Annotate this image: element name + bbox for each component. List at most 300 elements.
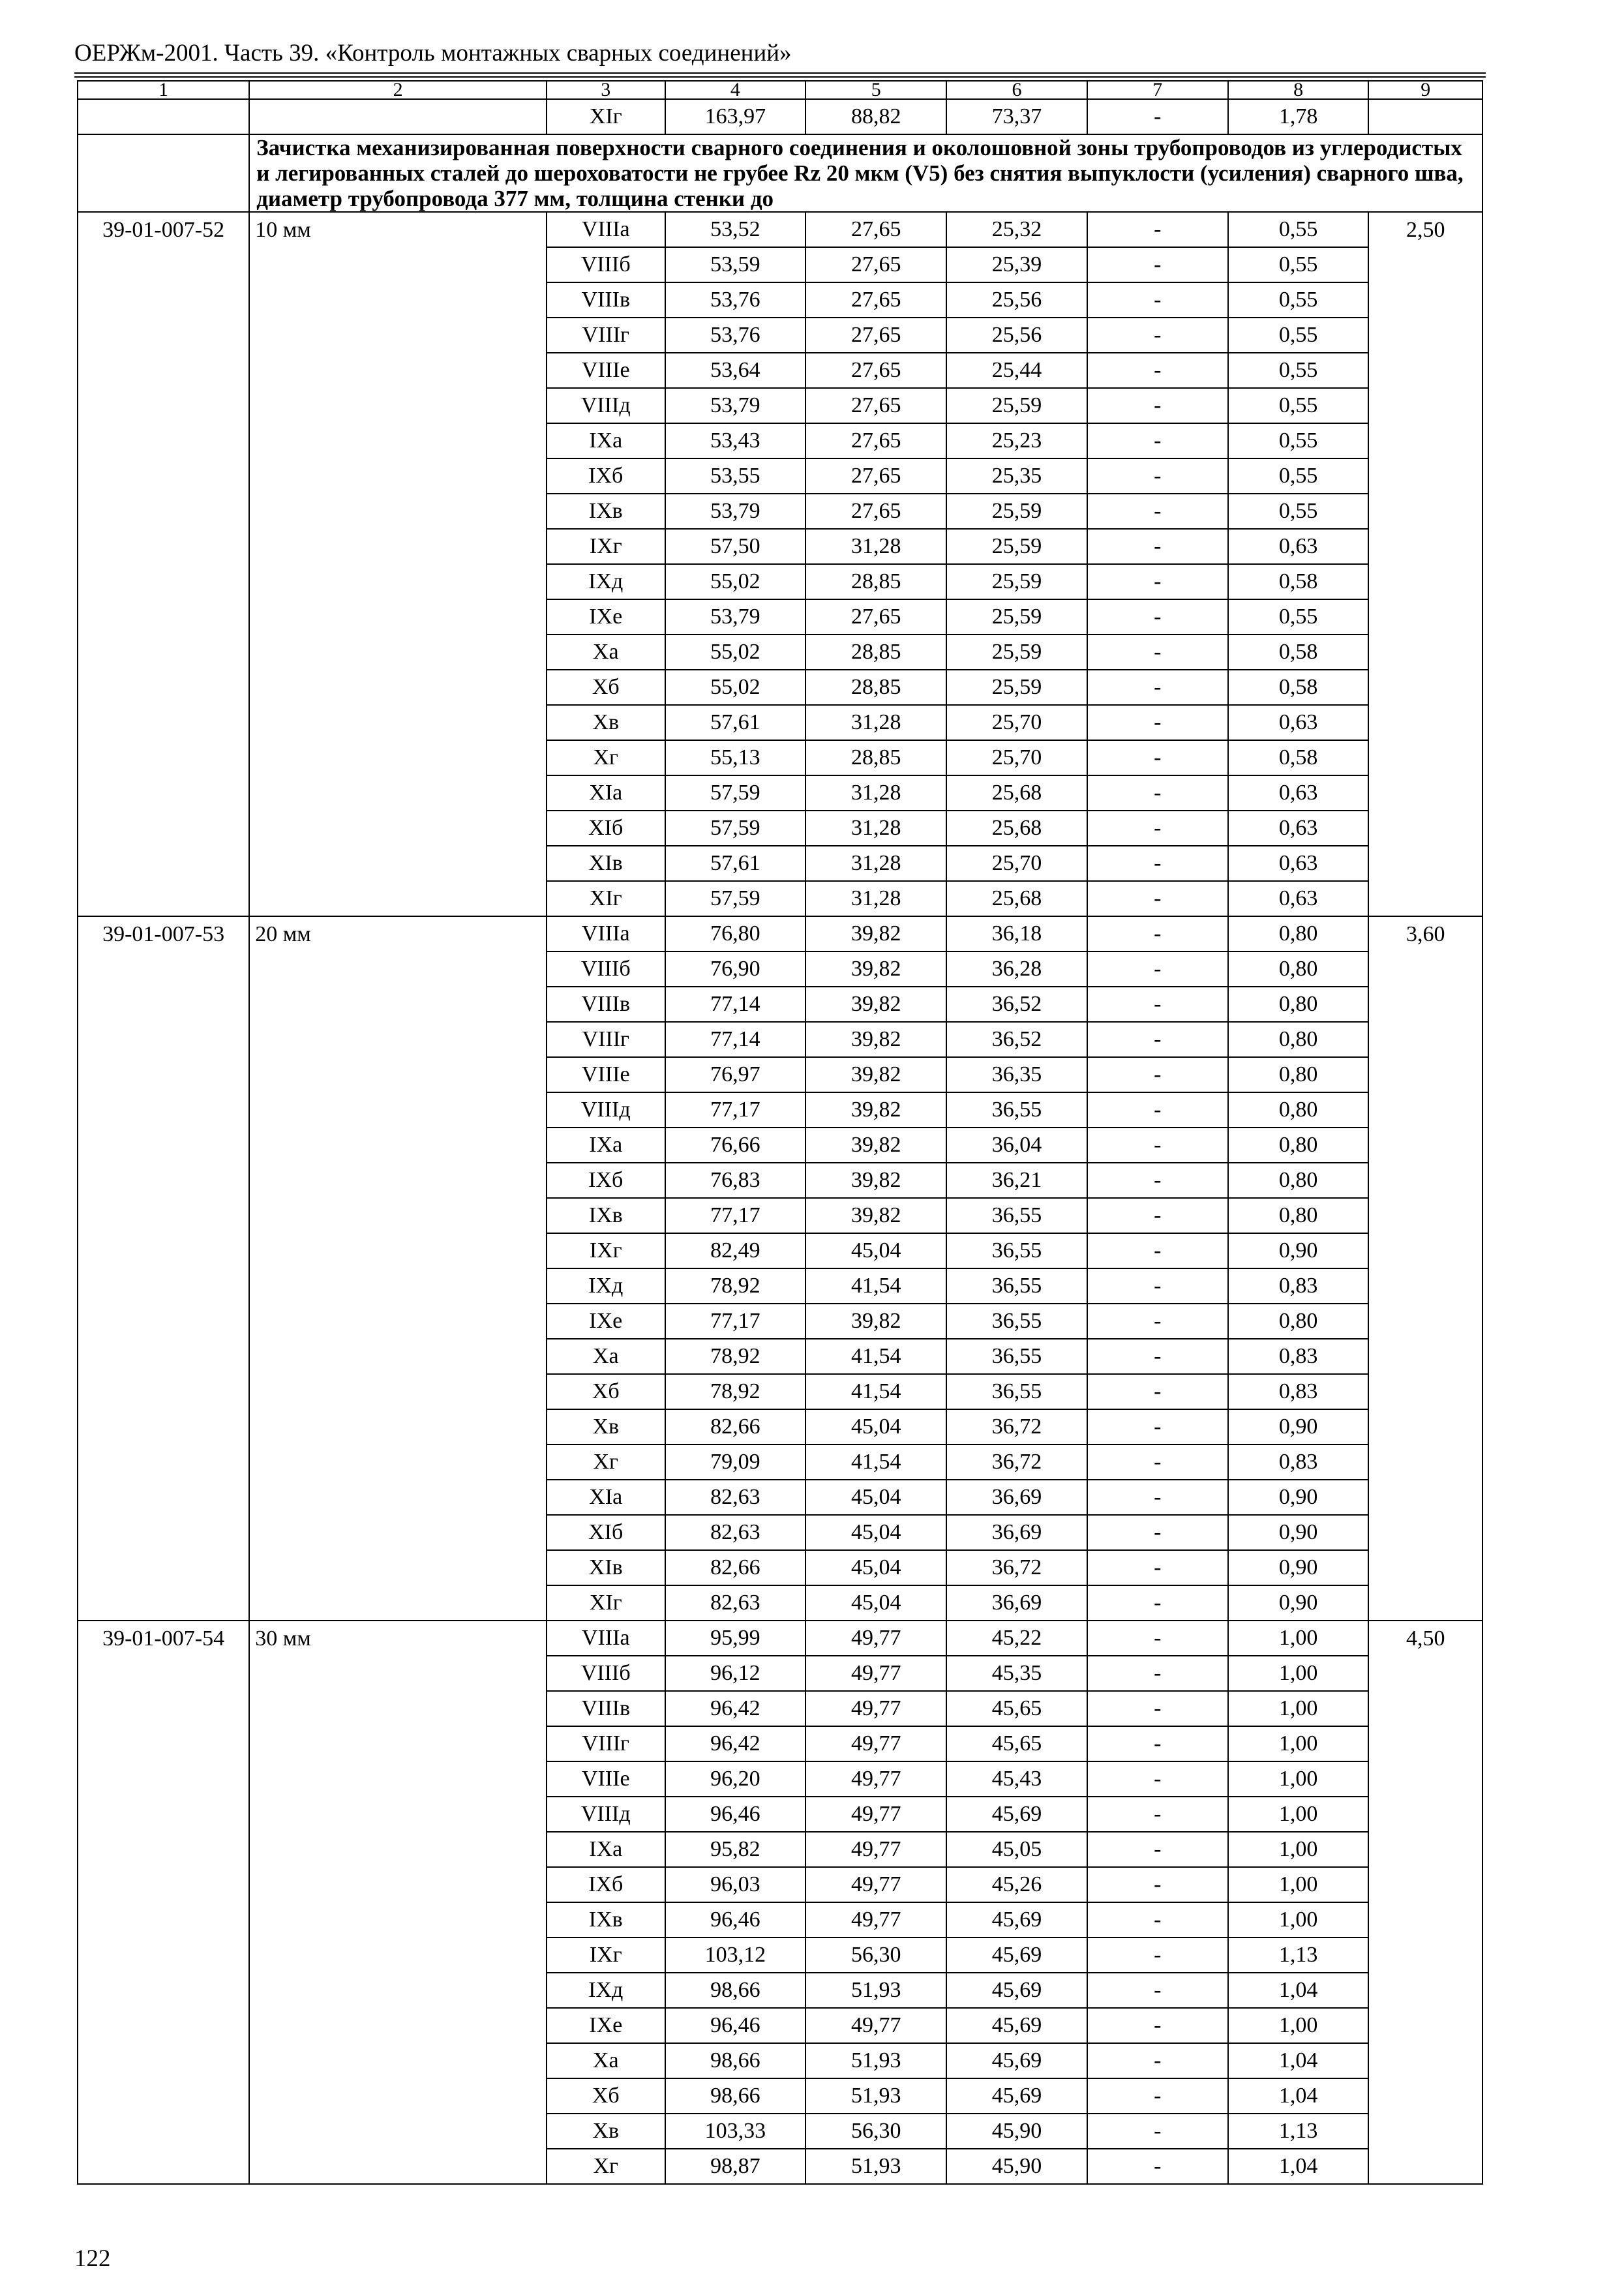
table-cell: - — [1087, 99, 1228, 134]
empty-cell — [249, 99, 547, 134]
table-cell: 0,55 — [1228, 494, 1369, 529]
table-cell: 25,70 — [946, 846, 1087, 881]
carryover-row — [78, 99, 1482, 134]
empty-cell — [78, 99, 249, 134]
table-cell: 53,55 — [665, 458, 806, 494]
table-cell: 28,85 — [805, 740, 946, 775]
table-cell: 1,00 — [1228, 1832, 1369, 1867]
table-cell: 25,35 — [946, 458, 1087, 494]
table-cell: 95,82 — [665, 1832, 806, 1867]
table-cell: 57,59 — [665, 881, 806, 916]
table-cell: 55,02 — [665, 564, 806, 599]
table-cell: 27,65 — [805, 494, 946, 529]
table-cell: IXе — [547, 2008, 665, 2043]
table-cell: 1,00 — [1228, 2008, 1369, 2043]
table-cell: 36,72 — [946, 1550, 1087, 1585]
table-cell: 39,82 — [805, 1128, 946, 1163]
table-cell: 45,65 — [946, 1726, 1087, 1761]
table-cell: 78,92 — [665, 1268, 806, 1304]
table-cell: IXв — [547, 1902, 665, 1937]
table-cell: Xа — [547, 635, 665, 670]
table-cell: Xб — [547, 670, 665, 705]
table-cell: 0,90 — [1228, 1480, 1369, 1515]
table-cell: 1,00 — [1228, 1621, 1369, 1656]
table-cell: IXб — [547, 1867, 665, 1902]
table-cell: 41,54 — [805, 1444, 946, 1480]
table-cell: XIб — [547, 811, 665, 846]
table-cell: 45,04 — [805, 1585, 946, 1621]
table-cell: 82,63 — [665, 1585, 806, 1621]
table-cell: 76,66 — [665, 1128, 806, 1163]
table-cell: - — [1087, 1480, 1228, 1515]
table-cell: XIа — [547, 1480, 665, 1515]
table-cell: 45,69 — [946, 2008, 1087, 2043]
wall-thickness: 30 мм — [249, 1621, 547, 2184]
table-cell: VIIIд — [547, 1092, 665, 1128]
table-cell: 0,63 — [1228, 846, 1369, 881]
table-cell: 53,52 — [665, 212, 806, 247]
table-cell: 53,79 — [665, 388, 806, 423]
table-cell: - — [1087, 1198, 1228, 1233]
table-cell: 0,80 — [1228, 1163, 1369, 1198]
table-cell: - — [1087, 1409, 1228, 1444]
table-cell: VIIIд — [547, 1797, 665, 1832]
column-number-cell: 9 — [1368, 81, 1482, 99]
section-heading: Зачистка механизированная поверхности сварного соединения и околошовной зоны трубопроводов из углеродистых и легированных сталей до шероховатости не грубее Rz 20 мкм (V5) без снятия выпуклости (усиления) сварного шва, диаметр трубопровода 377 мм, толщина стенки до — [249, 134, 1482, 212]
table-cell: 49,77 — [805, 1621, 946, 1656]
table-cell: - — [1087, 458, 1228, 494]
table-cell: 1,04 — [1228, 1973, 1369, 2008]
table-cell: 0,63 — [1228, 705, 1369, 740]
table-cell: VIIIг — [547, 1022, 665, 1057]
table-cell: Xг — [547, 740, 665, 775]
table-cell: 25,70 — [946, 740, 1087, 775]
table-cell: Xг — [547, 1444, 665, 1480]
table-cell: 1,13 — [1228, 1937, 1369, 1973]
table-row — [78, 1621, 1482, 1656]
table-cell: - — [1087, 1902, 1228, 1937]
table-cell: 36,69 — [946, 1515, 1087, 1550]
table-cell: - — [1087, 2078, 1228, 2114]
table-cell: 39,82 — [805, 916, 946, 951]
table-cell: 45,04 — [805, 1480, 946, 1515]
table-cell: - — [1087, 1444, 1228, 1480]
table-cell: 25,56 — [946, 282, 1087, 318]
table-cell: IXг — [547, 1937, 665, 1973]
table-cell: VIIIб — [547, 951, 665, 987]
table-cell: 1,04 — [1228, 2078, 1369, 2114]
table-cell: XIб — [547, 1515, 665, 1550]
table-cell: 0,80 — [1228, 1304, 1369, 1339]
table-cell: - — [1087, 2043, 1228, 2078]
table-cell: - — [1087, 212, 1228, 247]
column-number-cell: 8 — [1228, 81, 1369, 99]
table-cell: - — [1087, 1022, 1228, 1057]
table-cell: 77,17 — [665, 1304, 806, 1339]
table-cell: 41,54 — [805, 1268, 946, 1304]
table-cell: - — [1087, 670, 1228, 705]
table-cell: IXе — [547, 599, 665, 635]
table-cell: 36,18 — [946, 916, 1087, 951]
header-rule — [74, 76, 1486, 78]
document-title: ОЕРЖм-2001. Часть 39. «Контроль монтажных сварных соединений» — [74, 40, 792, 67]
table-cell: - — [1087, 494, 1228, 529]
table-cell: 0,58 — [1228, 635, 1369, 670]
table-cell: 25,68 — [946, 775, 1087, 811]
table-cell: IXг — [547, 529, 665, 564]
table-cell: 163,97 — [665, 99, 806, 134]
table-cell: 45,04 — [805, 1409, 946, 1444]
table-cell: 41,54 — [805, 1374, 946, 1409]
table-cell: 82,63 — [665, 1515, 806, 1550]
table-cell: - — [1087, 775, 1228, 811]
table-cell: XIв — [547, 1550, 665, 1585]
table-cell: XIа — [547, 775, 665, 811]
table-cell: 0,55 — [1228, 282, 1369, 318]
table-cell: Xв — [547, 705, 665, 740]
table-cell: 82,66 — [665, 1409, 806, 1444]
table-cell: IXд — [547, 1973, 665, 2008]
column-number-cell: 1 — [78, 81, 249, 99]
table-cell: - — [1087, 2114, 1228, 2149]
table-cell: 45,69 — [946, 1973, 1087, 2008]
table-cell: 78,92 — [665, 1339, 806, 1374]
table-cell: 0,90 — [1228, 1550, 1369, 1585]
table-cell: VIIIе — [547, 1057, 665, 1092]
table-cell: 25,68 — [946, 881, 1087, 916]
table-cell: 31,28 — [805, 846, 946, 881]
table-cell: 49,77 — [805, 1726, 946, 1761]
table-cell: VIIIе — [547, 1761, 665, 1797]
table-cell: 45,35 — [946, 1656, 1087, 1691]
table-cell: IXг — [547, 1233, 665, 1268]
table-cell: 96,46 — [665, 1797, 806, 1832]
table-cell: 49,77 — [805, 2008, 946, 2043]
table-cell: 77,17 — [665, 1198, 806, 1233]
table-cell: 28,85 — [805, 670, 946, 705]
table-cell: 49,77 — [805, 1761, 946, 1797]
table-cell: 25,59 — [946, 494, 1087, 529]
table-cell: 98,66 — [665, 2043, 806, 2078]
table-cell: - — [1087, 1797, 1228, 1832]
page-number: 122 — [74, 2245, 111, 2272]
table-cell: 45,22 — [946, 1621, 1087, 1656]
table-cell: - — [1087, 423, 1228, 458]
table-cell: 77,17 — [665, 1092, 806, 1128]
table-cell: 0,90 — [1228, 1585, 1369, 1621]
table-cell: 28,85 — [805, 635, 946, 670]
table-cell: 49,77 — [805, 1656, 946, 1691]
column-number-cell: 3 — [547, 81, 665, 99]
table-cell: 57,50 — [665, 529, 806, 564]
table-cell: 51,93 — [805, 1973, 946, 2008]
table-cell: - — [1087, 1057, 1228, 1092]
column-number-cell: 7 — [1087, 81, 1228, 99]
table-cell: - — [1087, 1937, 1228, 1973]
table-cell: VIIIб — [547, 247, 665, 282]
table-cell: 1,00 — [1228, 1797, 1369, 1832]
table-cell: VIIIе — [547, 353, 665, 388]
table-cell: 41,54 — [805, 1339, 946, 1374]
table-cell: 96,03 — [665, 1867, 806, 1902]
table-cell: - — [1087, 353, 1228, 388]
table-cell: 45,65 — [946, 1691, 1087, 1726]
table-cell: 0,55 — [1228, 599, 1369, 635]
table-cell: 31,28 — [805, 775, 946, 811]
table-cell: 51,93 — [805, 2043, 946, 2078]
table-cell: 0,83 — [1228, 1339, 1369, 1374]
table-cell: - — [1087, 1128, 1228, 1163]
table-cell: 31,28 — [805, 705, 946, 740]
table-cell: - — [1087, 1550, 1228, 1585]
table-cell: 82,66 — [665, 1550, 806, 1585]
table-cell: 1,13 — [1228, 2114, 1369, 2149]
empty-cell — [1368, 99, 1482, 134]
table-cell: XIг — [547, 99, 665, 134]
table-cell: - — [1087, 705, 1228, 740]
table-cell: - — [1087, 1867, 1228, 1902]
table-cell: 53,64 — [665, 353, 806, 388]
table-cell: - — [1087, 1726, 1228, 1761]
table-cell: - — [1087, 2008, 1228, 2043]
table-cell: 82,63 — [665, 1480, 806, 1515]
column-9-value: 4,50 — [1368, 1621, 1482, 2184]
table-cell: - — [1087, 529, 1228, 564]
table-cell: 25,59 — [946, 529, 1087, 564]
table-cell: 45,04 — [805, 1515, 946, 1550]
table-cell: 103,12 — [665, 1937, 806, 1973]
table-cell: VIIIв — [547, 1691, 665, 1726]
table-cell: 27,65 — [805, 247, 946, 282]
table-cell: 49,77 — [805, 1797, 946, 1832]
table-cell: 53,43 — [665, 423, 806, 458]
table-cell: 27,65 — [805, 212, 946, 247]
table-cell: 0,80 — [1228, 951, 1369, 987]
table-cell: 1,00 — [1228, 1761, 1369, 1797]
table-body — [78, 81, 1482, 2184]
table-cell: - — [1087, 811, 1228, 846]
table-cell: 36,72 — [946, 1444, 1087, 1480]
table-cell: 45,04 — [805, 1550, 946, 1585]
table-cell: 45,26 — [946, 1867, 1087, 1902]
table-cell: - — [1087, 2149, 1228, 2184]
column-9-value: 2,50 — [1368, 212, 1482, 916]
column-number-cell: 6 — [946, 81, 1087, 99]
column-9-value: 3,60 — [1368, 916, 1482, 1621]
table-cell: 0,90 — [1228, 1409, 1369, 1444]
table-cell: 96,46 — [665, 1902, 806, 1937]
table-cell: 0,83 — [1228, 1268, 1369, 1304]
table-cell: IXа — [547, 1128, 665, 1163]
table-cell: 25,23 — [946, 423, 1087, 458]
table-cell: 36,55 — [946, 1339, 1087, 1374]
table-cell: 27,65 — [805, 599, 946, 635]
table-cell: 51,93 — [805, 2149, 946, 2184]
table-cell: 36,04 — [946, 1128, 1087, 1163]
table-cell: 25,59 — [946, 564, 1087, 599]
table-cell: 31,28 — [805, 529, 946, 564]
table-cell: 0,63 — [1228, 775, 1369, 811]
table-cell: 0,80 — [1228, 987, 1369, 1022]
table-cell: Xг — [547, 2149, 665, 2184]
column-number-row — [78, 81, 1482, 99]
table-cell: 1,00 — [1228, 1691, 1369, 1726]
table-cell: - — [1087, 1268, 1228, 1304]
table-cell: IXе — [547, 1304, 665, 1339]
table-cell: - — [1087, 987, 1228, 1022]
table-cell: IXа — [547, 1832, 665, 1867]
table-cell: 76,90 — [665, 951, 806, 987]
table-cell: - — [1087, 1656, 1228, 1691]
table-cell: IXб — [547, 458, 665, 494]
table-cell: - — [1087, 318, 1228, 353]
table-cell: 98,66 — [665, 1973, 806, 2008]
table-cell: 27,65 — [805, 458, 946, 494]
table-cell: IXв — [547, 1198, 665, 1233]
empty-cell — [78, 134, 249, 212]
table-cell: 27,65 — [805, 388, 946, 423]
table-cell: 77,14 — [665, 1022, 806, 1057]
table-cell: 45,69 — [946, 2043, 1087, 2078]
table-cell: 45,69 — [946, 1797, 1087, 1832]
table-cell: 49,77 — [805, 1691, 946, 1726]
table-cell: 0,58 — [1228, 564, 1369, 599]
table-cell: - — [1087, 951, 1228, 987]
table-cell: 36,55 — [946, 1268, 1087, 1304]
table-cell: 31,28 — [805, 881, 946, 916]
table-cell: 39,82 — [805, 1163, 946, 1198]
table-cell: Xв — [547, 1409, 665, 1444]
table-cell: - — [1087, 1621, 1228, 1656]
table-cell: 53,76 — [665, 318, 806, 353]
table-cell: 25,59 — [946, 635, 1087, 670]
table-cell: 53,79 — [665, 599, 806, 635]
table-cell: VIIIа — [547, 212, 665, 247]
table-cell: - — [1087, 1832, 1228, 1867]
table-cell: 77,14 — [665, 987, 806, 1022]
table-cell: 25,44 — [946, 353, 1087, 388]
table-cell: 0,55 — [1228, 458, 1369, 494]
table-cell: - — [1087, 1092, 1228, 1128]
table-cell: XIг — [547, 1585, 665, 1621]
table-cell: VIIIб — [547, 1656, 665, 1691]
table-cell: 0,90 — [1228, 1233, 1369, 1268]
table-cell: 51,93 — [805, 2078, 946, 2114]
table-cell: 36,28 — [946, 951, 1087, 987]
table-cell: 49,77 — [805, 1902, 946, 1937]
table-cell: 27,65 — [805, 318, 946, 353]
header-rule — [74, 72, 1486, 74]
wall-thickness: 20 мм — [249, 916, 547, 1621]
table-cell: IXа — [547, 423, 665, 458]
table-cell: 96,12 — [665, 1656, 806, 1691]
table-cell: 0,55 — [1228, 353, 1369, 388]
table-cell: 82,49 — [665, 1233, 806, 1268]
table-cell: 49,77 — [805, 1867, 946, 1902]
table-cell: 36,55 — [946, 1304, 1087, 1339]
table-cell: - — [1087, 635, 1228, 670]
table-cell: IXв — [547, 494, 665, 529]
table-cell: 39,82 — [805, 1057, 946, 1092]
table-cell: - — [1087, 1691, 1228, 1726]
table-cell: 45,69 — [946, 1902, 1087, 1937]
table-cell: 0,80 — [1228, 1057, 1369, 1092]
table-cell: 0,63 — [1228, 881, 1369, 916]
table-cell: 1,04 — [1228, 2149, 1369, 2184]
table-cell: 39,82 — [805, 951, 946, 987]
table-cell: - — [1087, 564, 1228, 599]
table-row — [78, 916, 1482, 951]
table-cell: 0,83 — [1228, 1374, 1369, 1409]
table-cell: 96,20 — [665, 1761, 806, 1797]
table-cell: 45,43 — [946, 1761, 1087, 1797]
table-cell: VIIIг — [547, 1726, 665, 1761]
column-number-cell: 2 — [249, 81, 547, 99]
table-cell: 36,52 — [946, 987, 1087, 1022]
table-cell: 25,70 — [946, 705, 1087, 740]
column-number-cell: 4 — [665, 81, 806, 99]
table-cell: 25,56 — [946, 318, 1087, 353]
table-cell: 57,61 — [665, 705, 806, 740]
table-cell: - — [1087, 1515, 1228, 1550]
table-cell: 36,55 — [946, 1233, 1087, 1268]
table-cell: 76,80 — [665, 916, 806, 951]
table-row — [78, 212, 1482, 247]
table-cell: Xб — [547, 2078, 665, 2114]
table-cell: 25,32 — [946, 212, 1087, 247]
table-cell: 0,55 — [1228, 318, 1369, 353]
table-cell: 1,00 — [1228, 1726, 1369, 1761]
table-cell: 96,42 — [665, 1691, 806, 1726]
table-cell: Xа — [547, 2043, 665, 2078]
table-cell: Xб — [547, 1374, 665, 1409]
table-cell: 45,69 — [946, 1937, 1087, 1973]
table-cell: 36,35 — [946, 1057, 1087, 1092]
table-cell: 0,63 — [1228, 811, 1369, 846]
table-cell: - — [1087, 282, 1228, 318]
table-cell: 96,46 — [665, 2008, 806, 2043]
table-cell: - — [1087, 846, 1228, 881]
table-cell: - — [1087, 388, 1228, 423]
table-cell: VIIIа — [547, 916, 665, 951]
table-cell: VIIIв — [547, 987, 665, 1022]
table-cell: - — [1087, 1973, 1228, 2008]
table-cell: 27,65 — [805, 282, 946, 318]
table-cell: 79,09 — [665, 1444, 806, 1480]
table-cell: 0,58 — [1228, 670, 1369, 705]
table-cell: 0,80 — [1228, 1198, 1369, 1233]
table-cell: 0,55 — [1228, 388, 1369, 423]
table-cell: XIг — [547, 881, 665, 916]
table-cell: 45,90 — [946, 2114, 1087, 2149]
table-cell: 0,63 — [1228, 529, 1369, 564]
table-cell: 73,37 — [946, 99, 1087, 134]
table-cell: 1,78 — [1228, 99, 1369, 134]
table-cell: 0,80 — [1228, 1128, 1369, 1163]
table-cell: 36,55 — [946, 1374, 1087, 1409]
wall-thickness: 10 мм — [249, 212, 547, 916]
table-cell: 45,04 — [805, 1233, 946, 1268]
rate-code: 39-01-007-54 — [78, 1621, 249, 2184]
table-cell: Xв — [547, 2114, 665, 2149]
table-cell: 57,59 — [665, 811, 806, 846]
table-cell: 0,55 — [1228, 247, 1369, 282]
table-cell: - — [1087, 1304, 1228, 1339]
table-cell: 39,82 — [805, 1022, 946, 1057]
table-cell: - — [1087, 881, 1228, 916]
table-cell: 0,80 — [1228, 1022, 1369, 1057]
table-cell: - — [1087, 1761, 1228, 1797]
